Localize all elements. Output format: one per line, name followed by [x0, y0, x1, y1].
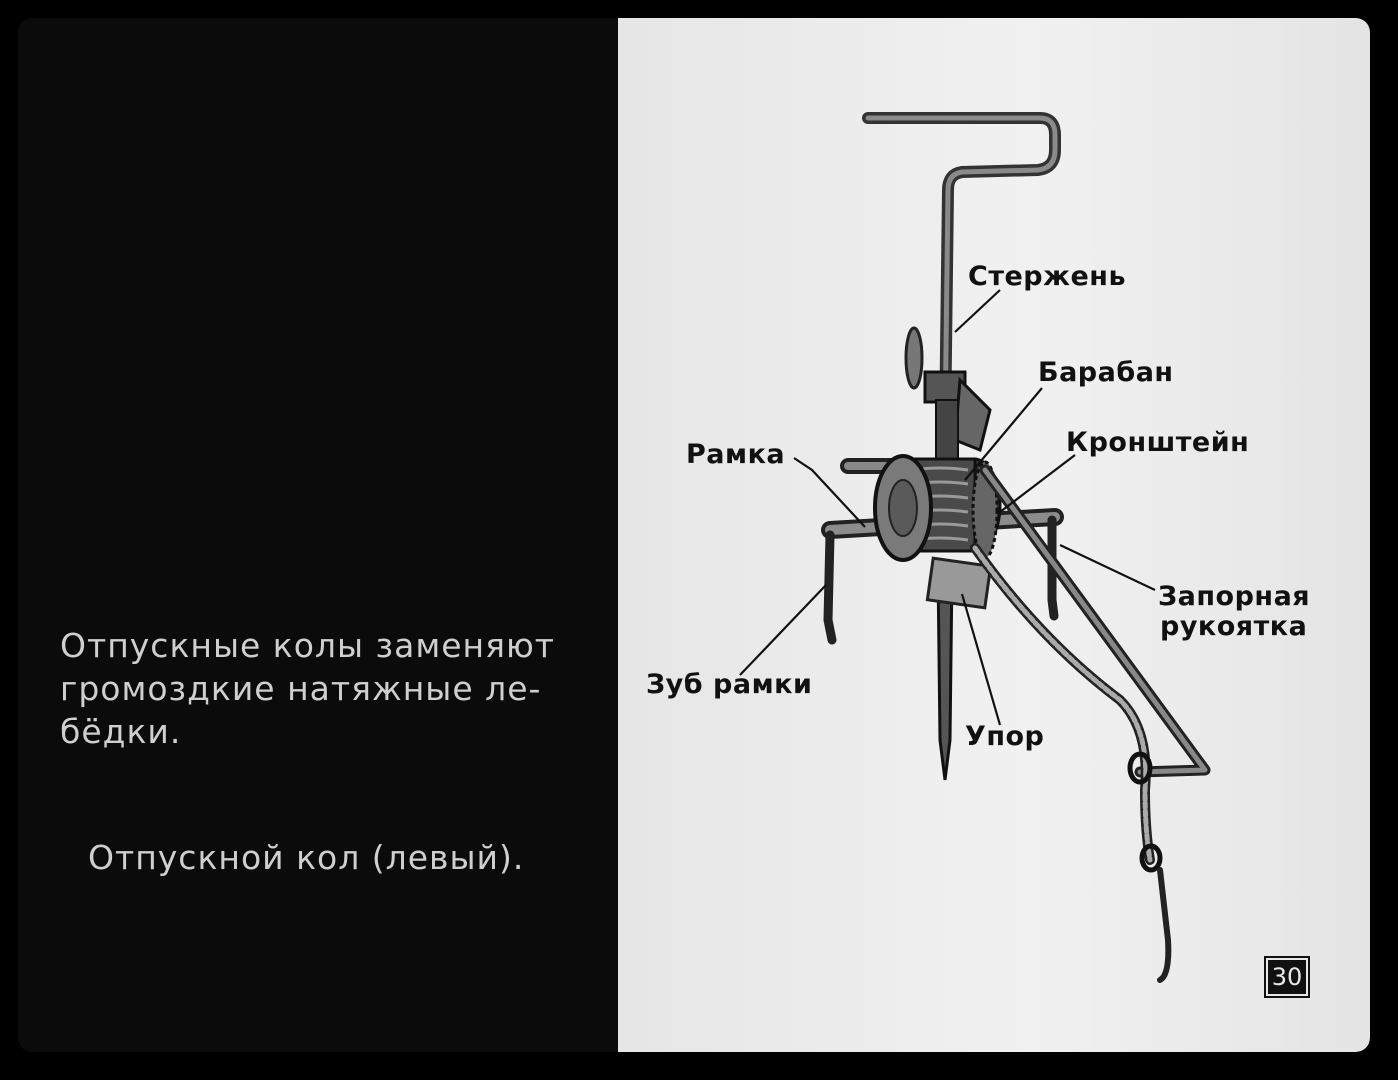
label-rod: Стержень [968, 261, 1127, 292]
rope-illustration [975, 548, 1150, 860]
bracket-block [925, 372, 990, 460]
caption-line: бёдки. [60, 712, 182, 751]
caption-line: громоздкие натяжные ле- [60, 669, 542, 708]
page-number: 30 [1266, 958, 1308, 996]
label-lock-handle: Запорная [1158, 581, 1311, 612]
label-bracket: Кронштейн [1066, 427, 1250, 458]
label-frame: Рамка [686, 439, 786, 470]
label-frame-tooth: Зуб рамки [646, 669, 813, 700]
caption-line: Отпускные колы заменяют [60, 626, 555, 665]
lever-plate [906, 328, 922, 388]
label-stop: Упор [965, 721, 1045, 752]
label-lock-handle: рукоятка [1160, 611, 1308, 642]
caption-subtitle: Отпускной кол (левый). [88, 838, 525, 877]
label-drum: Барабан [1038, 357, 1174, 388]
